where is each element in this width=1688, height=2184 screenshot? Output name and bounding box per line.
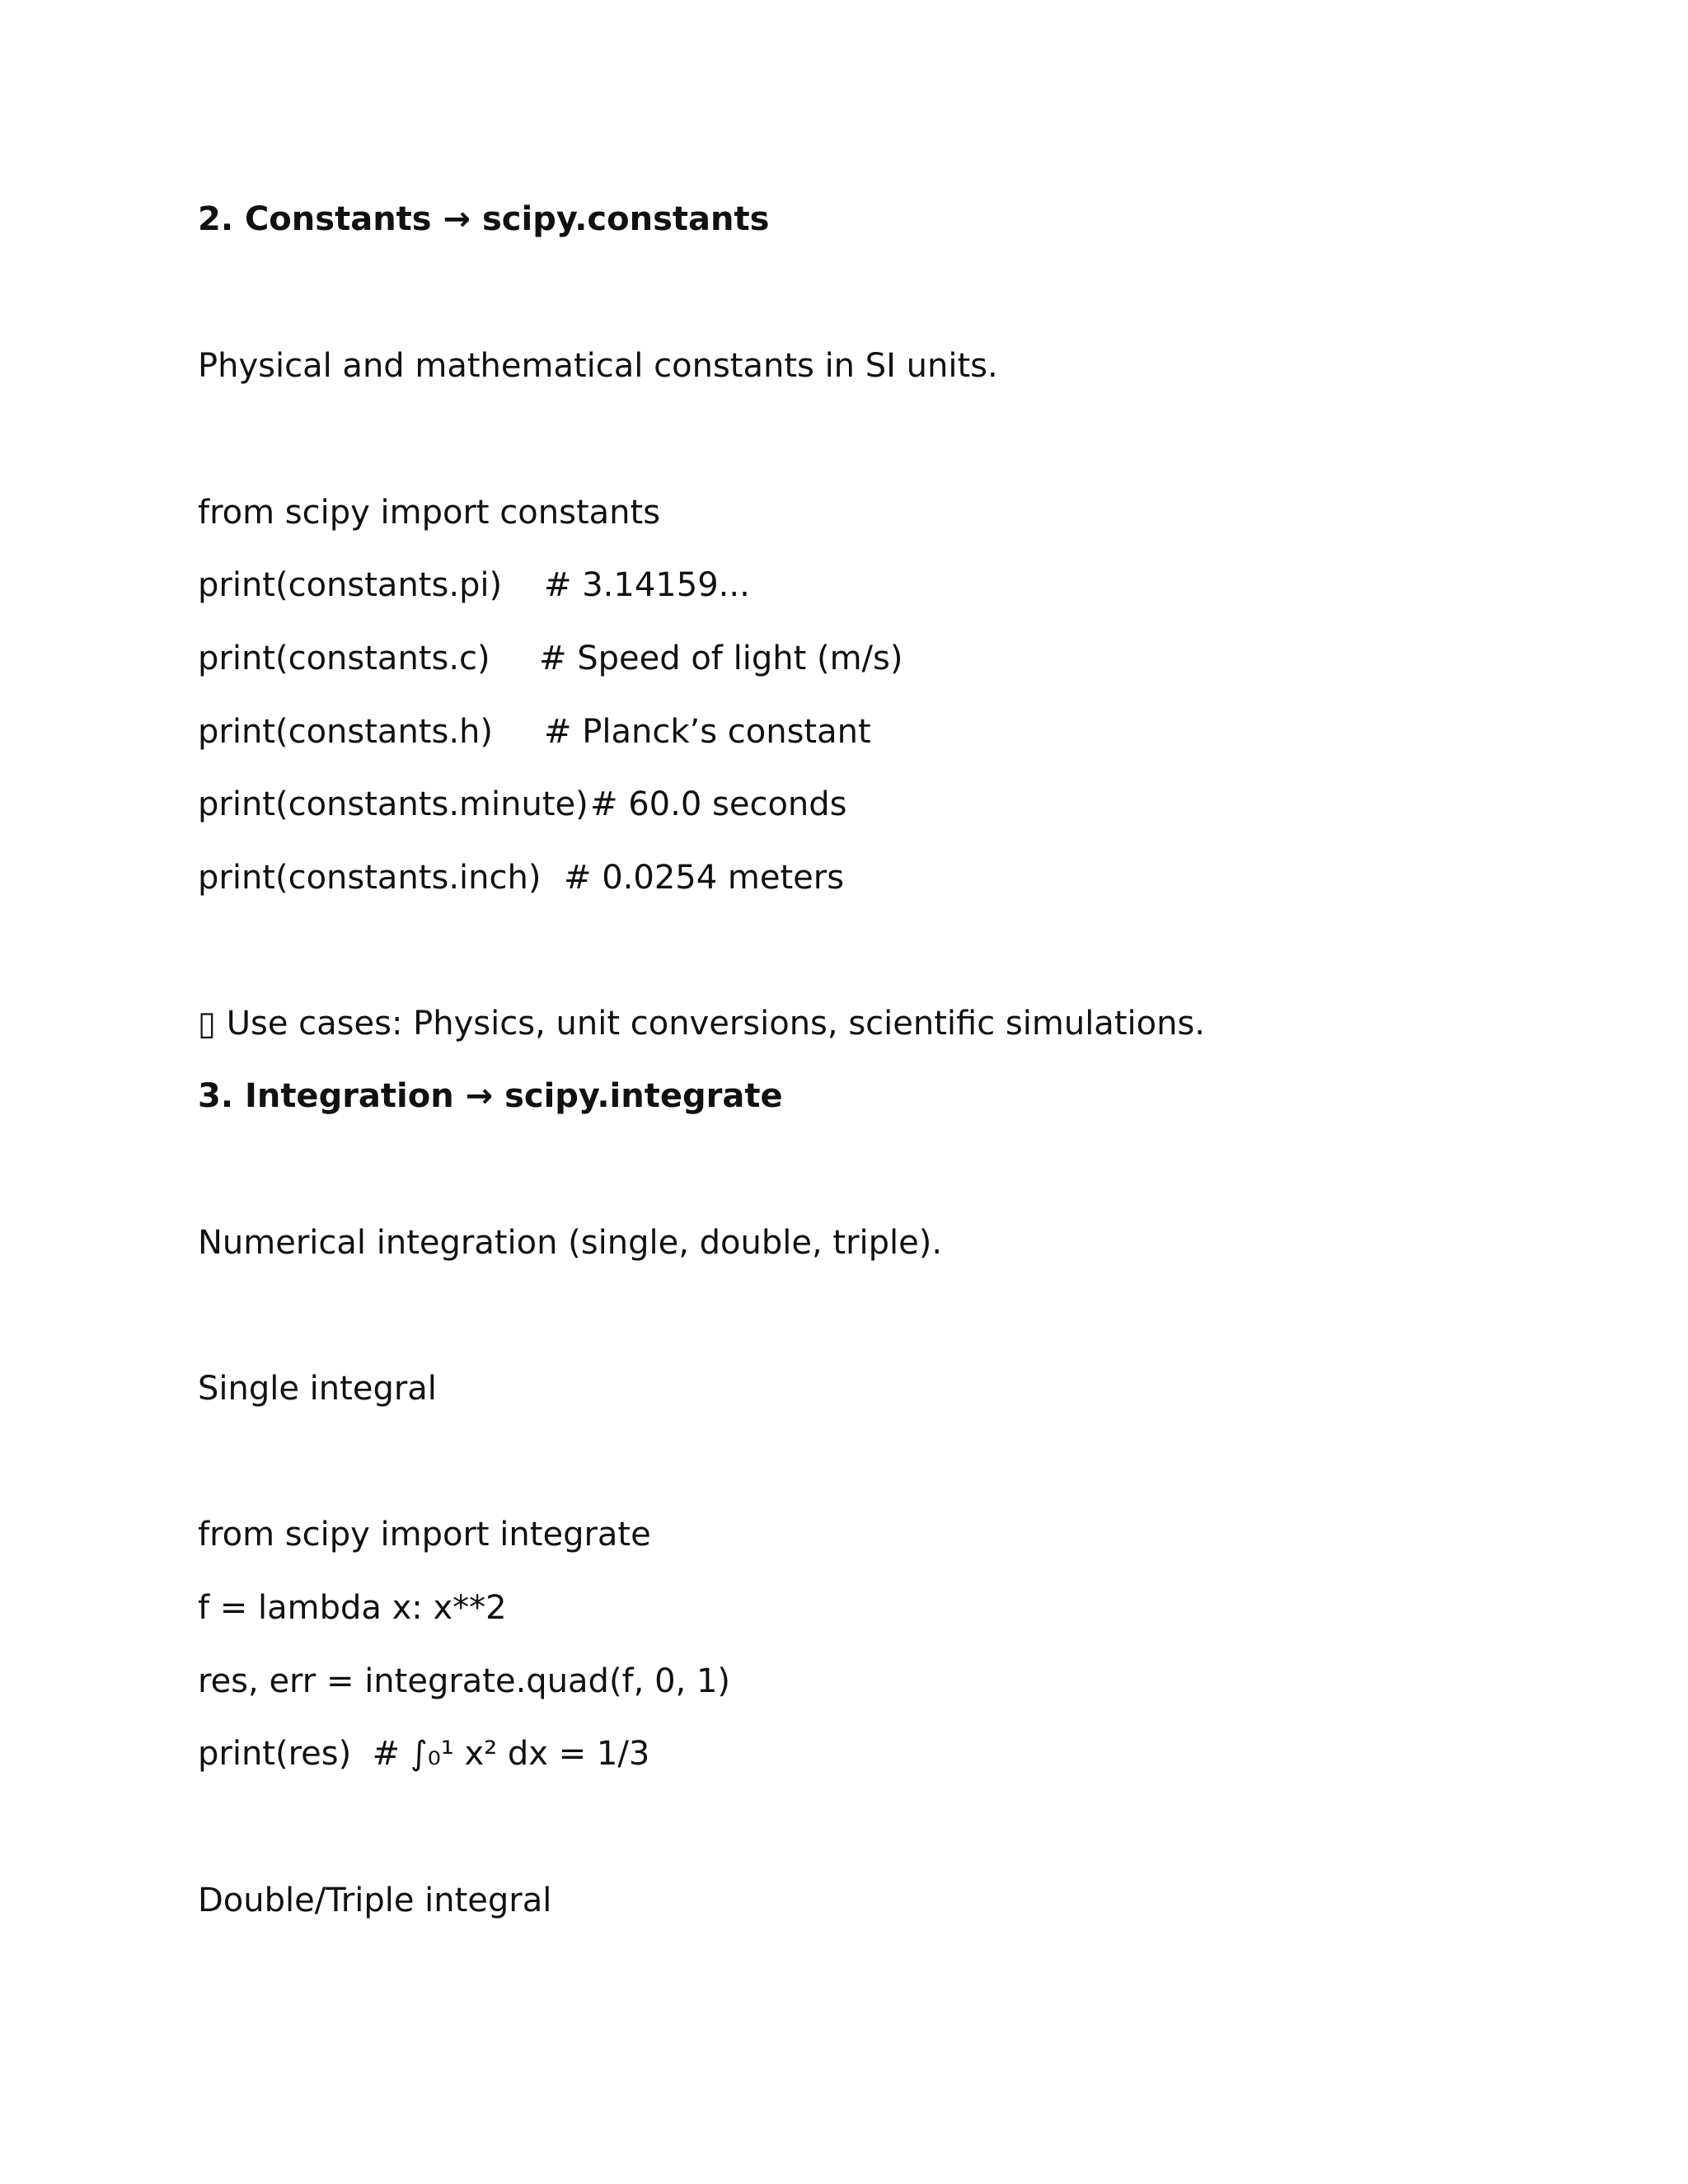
- constants-import-line: from scipy import constants: [198, 494, 661, 532]
- code-text: print(constants.c): [198, 640, 490, 677]
- double-triple-integral-label: Double/Triple integral: [198, 1882, 552, 1919]
- code-comment: # Speed of light (m/s): [539, 640, 903, 677]
- code-comment: # 3.14159...: [544, 566, 750, 604]
- code-comment: # 60.0 seconds: [590, 785, 847, 823]
- constants-description: Physical and mathematical constants in SI units.: [198, 347, 998, 385]
- single-integral-label: Single integral: [198, 1370, 437, 1408]
- code-line: res, err = integrate.quad(f, 0, 1): [198, 1662, 730, 1700]
- code-comment: # 0.0254 meters: [564, 859, 845, 897]
- code-comment: # Planck’s constant: [544, 713, 871, 751]
- code-text: print(constants.h): [198, 713, 493, 751]
- code-line: from scipy import integrate: [198, 1516, 651, 1554]
- code-line: f = lambda x: x**2: [198, 1589, 507, 1627]
- section-heading-constants: 2. Constants → scipy.constants: [198, 200, 770, 238]
- integration-description: Numerical integration (single, double, triple).: [198, 1224, 943, 1262]
- section-heading-integration: 3. Integration → scipy.integrate: [198, 1077, 783, 1115]
- code-line: print(res) # ∫₀¹ x² dx = 1/3: [198, 1735, 650, 1773]
- use-cases-note: ▯ Use cases: Physics, unit conversions, scientific simulations.: [198, 1005, 1205, 1043]
- code-text: print(constants.pi): [198, 566, 503, 604]
- code-text: print(constants.minute): [198, 785, 588, 823]
- code-text: print(constants.inch): [198, 859, 542, 897]
